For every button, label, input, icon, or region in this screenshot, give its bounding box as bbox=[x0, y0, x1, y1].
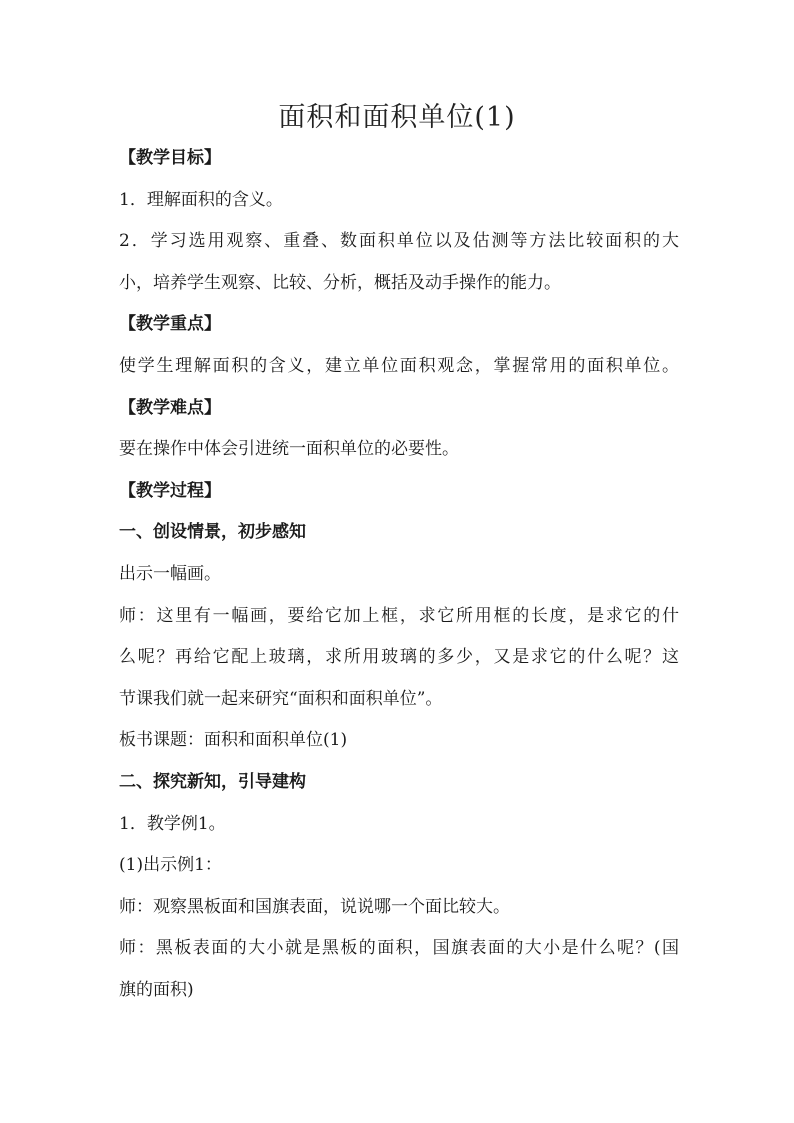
paragraph: 1．理解面积的含义。 bbox=[119, 189, 283, 210]
paragraph: 旗的面积) bbox=[119, 979, 194, 1000]
paragraph: 节课我们就一起来研究“面积和面积单位”。 bbox=[119, 688, 443, 709]
paragraph: 出示一幅画。 bbox=[119, 563, 221, 584]
section-heading-difficulties: 【教学难点】 bbox=[119, 397, 221, 418]
paragraph: 要在操作中体会引进统一面积单位的必要性。 bbox=[119, 439, 459, 460]
paragraph: 板书课题：面积和面积单位(1) bbox=[119, 730, 348, 751]
paragraph: 使学生理解面积的含义，建立单位面积观念，掌握常用的面积单位。 bbox=[119, 355, 679, 376]
paragraph: (1)出示例1： bbox=[119, 855, 222, 876]
section-heading-process: 【教学过程】 bbox=[119, 480, 221, 501]
subsection-heading-1: 一、创设情景，初步感知 bbox=[119, 522, 306, 543]
document-title: 面积和面积单位(1) bbox=[278, 102, 516, 133]
paragraph: 1．教学例1。 bbox=[119, 813, 226, 834]
paragraph: 小，培养学生观察、比较、分析，概括及动手操作的能力。 bbox=[119, 272, 561, 293]
paragraph: 么呢？再给它配上玻璃，求所用玻璃的多少，又是求它的什么呢？这 bbox=[119, 647, 679, 668]
paragraph: 师：观察黑板面和国旗表面，说说哪一个面比较大。 bbox=[119, 896, 510, 917]
paragraph: 师：黑板表面的大小就是黑板的面积，国旗表面的大小是什么呢？(国 bbox=[119, 938, 679, 959]
section-heading-objectives: 【教学目标】 bbox=[119, 148, 221, 168]
paragraph: 2．学习选用观察、重叠、数面积单位以及估测等方法比较面积的大 bbox=[119, 231, 679, 252]
paragraph: 师：这里有一幅画，要给它加上框，求它所用框的长度，是求它的什 bbox=[119, 605, 679, 626]
section-heading-key-points: 【教学重点】 bbox=[119, 314, 221, 335]
subsection-heading-2: 二、探究新知，引导建构 bbox=[119, 771, 306, 792]
document-body bbox=[119, 143, 679, 1016]
